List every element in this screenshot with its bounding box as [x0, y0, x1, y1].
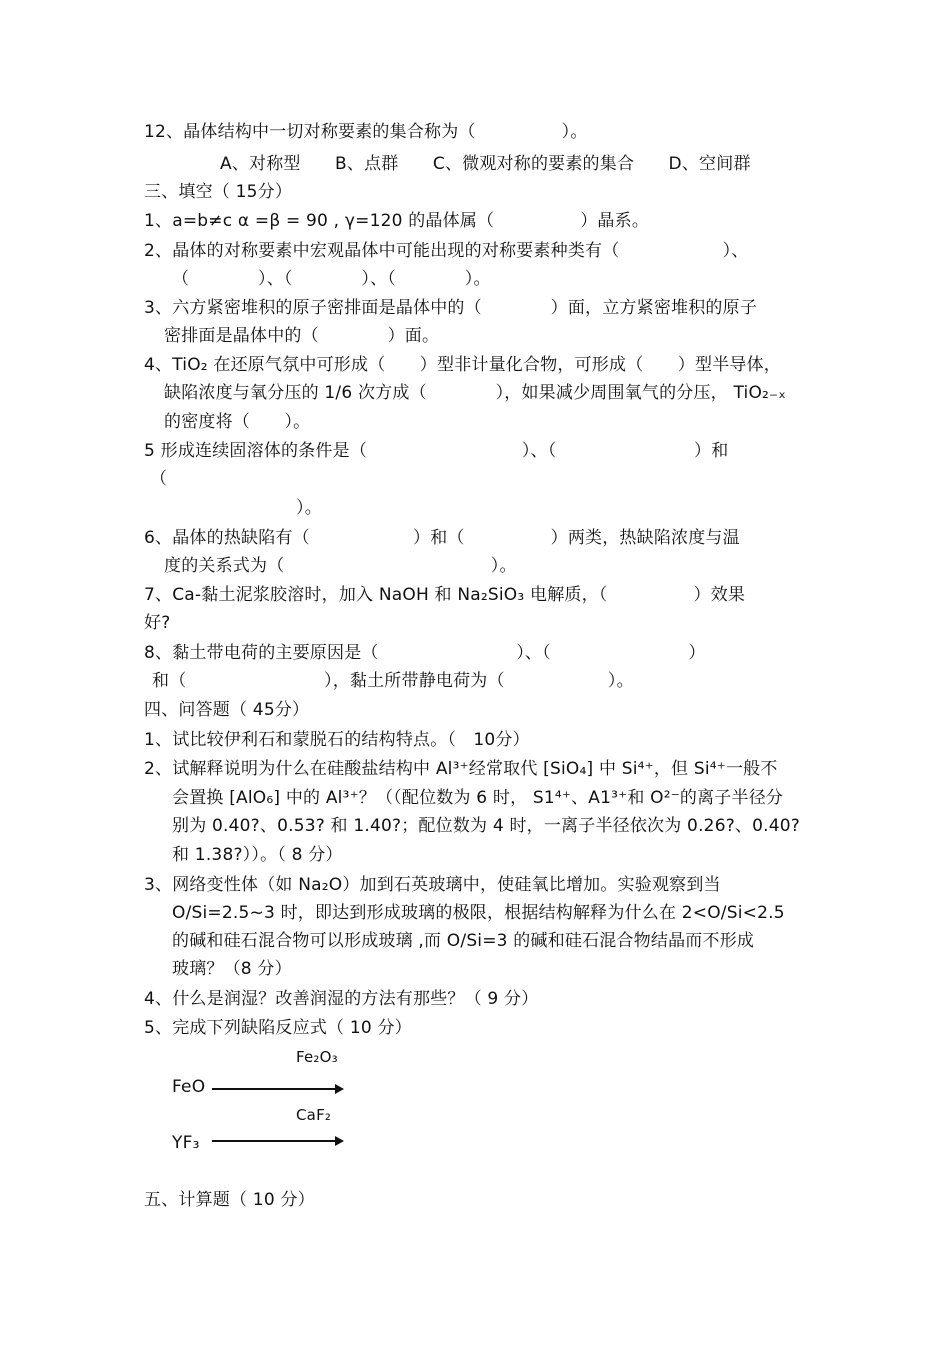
fill-item-2-cont: （ ）、（ ）、（ ）。: [172, 269, 491, 289]
fill-item-7: 7、Ca-黏土泥浆胶溶时，加入 NaOH 和 Na₂SiO₃ 电解质，（ ）效果: [144, 585, 746, 605]
qa-item-1: 1、试比较伊利石和蒙脱石的结构特点。（ 10分）: [144, 730, 530, 750]
reaction-1-arrow-icon: [212, 1088, 342, 1090]
section5-heading: 五、计算题（ 10 分）: [144, 1190, 315, 1210]
qa-item-2-cont3: 和 1.38?））。（ 8 分）: [172, 845, 343, 865]
fill-item-4: 4、TiO₂ 在还原气氛中可形成（ ）型非计量化合物，可形成（ ）型半导体，: [144, 355, 781, 375]
fill-item-5-cont2: ）。: [296, 498, 322, 518]
reaction-2-reactant: YF₃: [172, 1133, 200, 1153]
q12-options: A、对称型 B、点群 C、微观对称的要素的集合 D、空间群: [220, 154, 751, 174]
fill-item-4-cont2: 的密度将（ ）。: [164, 412, 311, 432]
qa-item-5: 5、完成下列缺陷反应式（ 10 分）: [144, 1018, 412, 1038]
fill-item-8: 8、黏土带电荷的主要原因是（ ）、（ ）: [144, 643, 706, 663]
reaction-2-arrow-icon: [212, 1140, 342, 1142]
q12-stem: 12、晶体结构中一切对称要素的集合称为（ ）。: [144, 122, 588, 142]
qa-item-2: 2、试解释说明为什么在硅酸盐结构中 Al³⁺经常取代 [SiO₄] 中 Si⁴⁺，但 Si⁴⁺一般不: [144, 759, 778, 779]
qa-item-3: 3、网络变性体（如 Na₂O）加到石英玻璃中，使硅氧比增加。实验观察到当: [144, 875, 721, 895]
fill-item-2: 2、晶体的对称要素中宏观晶体中可能出现的对称要素种类有（ ）、: [144, 241, 749, 261]
fill-item-3-cont: 密排面是晶体中的（ ）面。: [164, 326, 440, 346]
fill-item-1: 1、a=b≠c α =β = 90 , γ=120 的晶体属（ ）晶系。: [144, 211, 650, 231]
fill-item-6-cont: 度的关系式为（ ）。: [164, 556, 517, 576]
qa-item-4: 4、什么是润湿？改善润湿的方法有那些？（ 9 分）: [144, 989, 539, 1009]
fill-item-6: 6、晶体的热缺陷有（ ）和（ ）两类，热缺陷浓度与温: [144, 528, 740, 548]
qa-item-2-cont2: 别为 0.40?、0.53? 和 1.40?；配位数为 4 时，一离子半径依次为 0.26?、0.40?: [172, 816, 801, 836]
qa-item-3-cont2: 的碱和硅石混合物可以形成玻璃 ,而 O/Si=3 的碱和硅石混合物结晶而不形成: [172, 931, 755, 951]
reaction-2-condition: CaF₂: [296, 1106, 332, 1124]
reaction-1-condition: Fe₂O₃: [296, 1048, 338, 1066]
fill-item-5: 5 形成连续固溶体的条件是（ ）、（ ）和: [144, 441, 729, 461]
qa-item-2-cont: 会置换 [AlO₆] 中的 Al³⁺？（（配位数为 6 时， S1⁴⁺、A1³⁺和 O²⁻的离子半径分: [172, 788, 784, 808]
section3-heading: 三、填空（ 15分）: [144, 182, 293, 202]
fill-item-7-cont: 好?: [144, 613, 171, 633]
fill-item-5-cont: （: [150, 469, 168, 489]
qa-item-3-cont: O/Si=2.5~3 时，即达到形成玻璃的极限，根据结构解释为什么在 2<O/Si<2.5: [172, 903, 785, 923]
qa-item-3-cont3: 玻璃？（8 分）: [172, 959, 292, 979]
section4-heading: 四、问答题（ 45分）: [144, 700, 310, 720]
fill-item-8-cont: 和（ ），黏土所带静电荷为（ ）。: [152, 671, 634, 691]
fill-item-3: 3、六方紧密堆积的原子密排面是晶体中的（ ）面，立方紧密堆积的原子: [144, 298, 758, 318]
reaction-1-reactant: FeO: [172, 1077, 206, 1097]
fill-item-4-cont: 缺陷浓度与氧分压的 1/6 次方成（ ），如果减少周围氧气的分压， TiO₂₋ₓ: [164, 383, 786, 403]
